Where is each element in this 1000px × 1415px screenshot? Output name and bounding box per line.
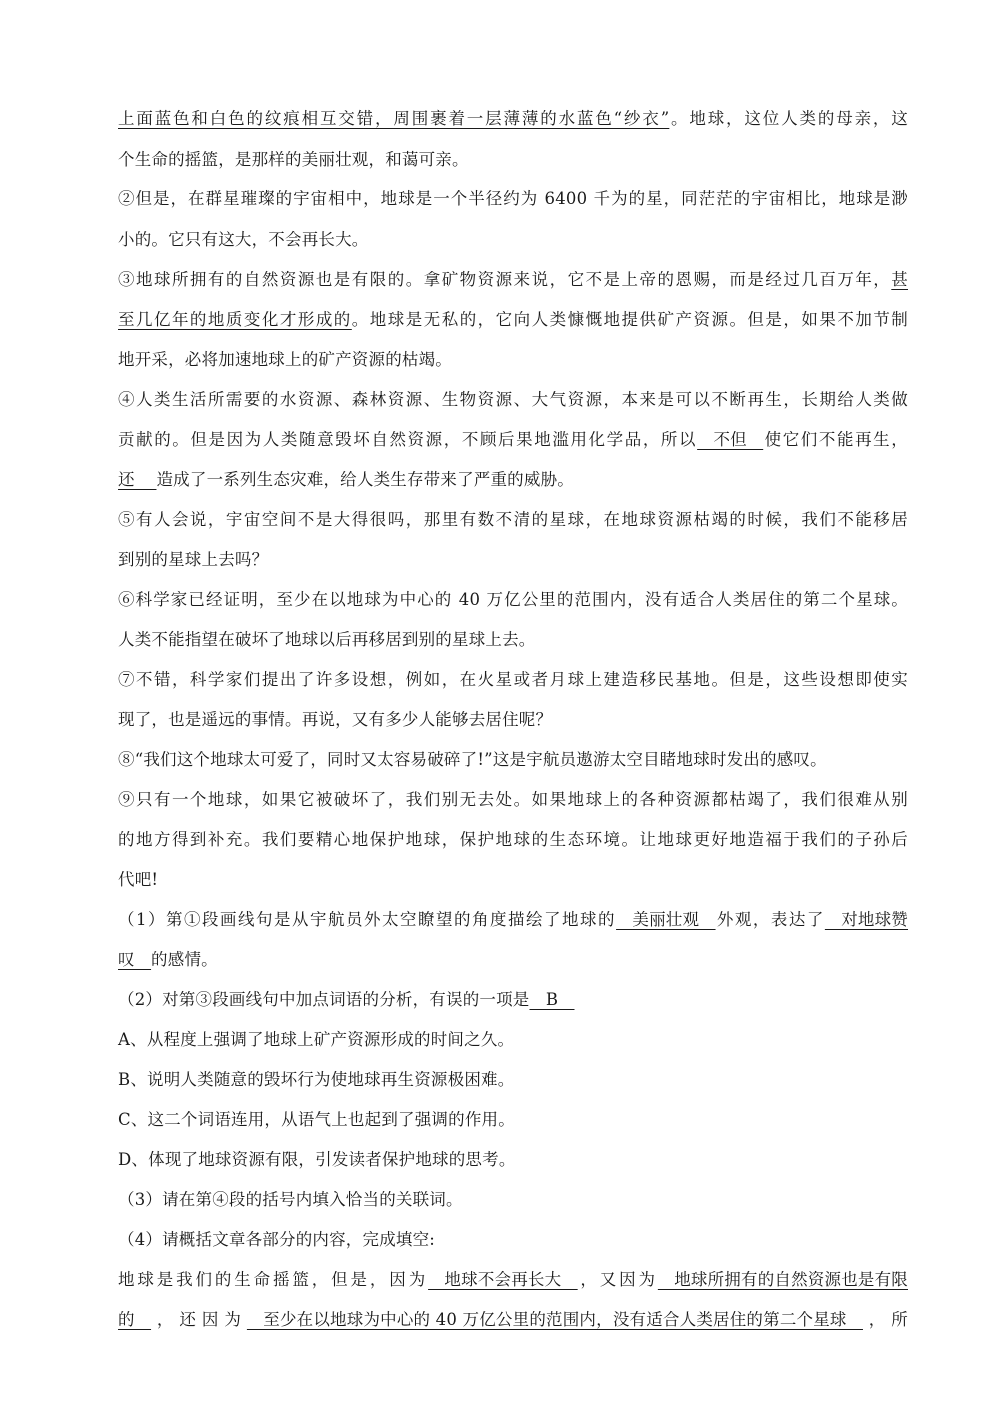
answer-blank: B — [529, 990, 575, 1009]
text-span: 贡献的。但是因为人类随意毁坏自然资源，不顾后果地滥用化学品，所以 — [118, 430, 698, 449]
paragraph-7-line: 现了，也是遥远的事情。再说，又有多少人能够去居住呢？ — [118, 710, 553, 729]
text-span: 地球是我们的生命摇篮，但是，因为 — [118, 1270, 429, 1289]
underlined-sentence: 至几亿年的地质变化才形成的 — [118, 310, 352, 329]
text-span: （2）对第③段画线句中加点词语的分析，有误的一项是 — [118, 990, 530, 1009]
text-span: 。地球是无私的，它向人类慷慨地提供矿产资源。但是，如果不加节制 — [351, 310, 908, 329]
answer-blank: 叹 — [118, 950, 152, 969]
passage-line — [118, 108, 908, 130]
paragraph-7-line: ⑦不错，科学家们提出了许多设想，例如，在火星或者月球上建造移民基地。但是，这些设想即使实 — [118, 670, 908, 689]
question-2-stem — [118, 989, 908, 1011]
paragraph-6-line: 人类不能指望在破坏了地球以后再移居到别的星球上去。 — [118, 630, 536, 649]
paragraph-6-line: ⑥科学家已经证明，至少在以地球为中心的 40 万亿公里的范围内，没有适合人类居住的第二个星球。 — [118, 590, 908, 609]
paragraph-5-line: ⑤有人会说，宇宙空间不是大得很吗，那里有数不清的星球，在地球资源枯竭的时候，我们不能移居 — [118, 510, 908, 529]
text-span: （1）第①段画线句是从宇航员外太空瞭望的角度描绘了地球的 — [118, 910, 617, 929]
text-span: ，所 — [862, 1310, 908, 1329]
text-span: 使它们不能再生， — [763, 430, 908, 449]
paragraph-2-line: ②但是，在群星璀璨的宇宙相中，地球是一个半径约为 6400 千为的星，同茫茫的宇宙相比，地球是渺 — [118, 189, 908, 208]
paragraph-3-line — [118, 309, 908, 331]
paragraph-9-line: ⑨只有一个地球，如果它被破坏了，我们别无去处。如果地球上的各种资源都枯竭了，我们很难从别 — [118, 790, 908, 809]
answer-blank: 还 — [118, 470, 157, 489]
paragraph-4-line: ④人类生活所需要的水资源、森林资源、生物资源、大气资源，本来是可以不断再生，长期给人类做 — [118, 390, 908, 409]
paragraph-9-line: 代吧! — [118, 870, 159, 889]
option-a: A、从程度上强调了地球上矿产资源形成的时间之久。 — [118, 1030, 515, 1049]
question-4-line — [118, 1309, 908, 1331]
option-b: B、说明人类随意的毁坏行为使地球再生资源极困难。 — [118, 1070, 515, 1089]
option-d: D、体现了地球资源有限，引发读者保护地球的思考。 — [118, 1150, 516, 1169]
text-span: ，还因为 — [151, 1310, 247, 1329]
paragraph-3-line: 地开采，必将加速地球上的矿产资源的枯竭。 — [118, 350, 452, 369]
answer-blank: 地球所拥有的自然资源也是有限 — [657, 1270, 908, 1289]
question-4-stem: （4）请概括文章各部分的内容，完成填空: — [118, 1230, 436, 1249]
paragraph-3-line — [118, 269, 908, 291]
passage-line: 个生命的摇篮，是那样的美丽壮观，和蔼可亲。 — [118, 150, 469, 169]
paragraph-8-line: ⑧“我们这个地球太可爱了，同时又太容易破碎了!”这是宇航员遨游太空目睹地球时发出的感叹。 — [118, 750, 827, 769]
question-1-line — [118, 949, 908, 971]
paragraph-4-line — [118, 469, 908, 491]
answer-blank: 对地球赞 — [824, 910, 909, 929]
paragraph-9-line: 的地方得到补充。我们要精心地保护地球，保护地球的生态环境。让地球更好地造福于我们的子孙后 — [118, 830, 908, 849]
answer-blank: 地球不会再长大 — [428, 1270, 578, 1289]
question-1-line — [118, 909, 908, 931]
option-c: C、这二个词语连用，从语气上也起到了强调的作用。 — [118, 1110, 515, 1129]
text-span: ，又因为 — [577, 1270, 658, 1289]
paragraph-2-line: 小的。它只有这大，不会再长大。 — [118, 230, 369, 249]
question-3-stem: （3）请在第④段的括号内填入恰当的关联词。 — [118, 1190, 463, 1209]
answer-blank: 的 — [118, 1310, 152, 1329]
underlined-sentence: 甚 — [891, 270, 908, 289]
text-span: 。地球，这位人类的母亲，这 — [669, 109, 908, 128]
text-span: 外观，表达了 — [715, 910, 825, 929]
text-span: ③地球所拥有的自然资源也是有限的。拿矿物资源来说，它不是上帝的恩赐，而是经过几百万年， — [118, 270, 892, 289]
underlined-sentence: 上面蓝色和白色的纹痕相互交错，周围裹着一层薄薄的水蓝色“纱衣” — [118, 109, 670, 128]
question-4-line — [118, 1269, 908, 1291]
paragraph-5-line: 到别的星球上去吗？ — [118, 550, 269, 569]
answer-blank: 不但 — [697, 430, 764, 449]
text-span: 造成了一系列生态灾难，给人类生存带来了严重的威胁。 — [156, 470, 574, 489]
paragraph-4-line — [118, 429, 908, 451]
text-span: 的感情。 — [151, 950, 218, 969]
answer-blank: 至少在以地球为中心的 40 万亿公里的范围内，没有适合人类居住的第二个星球 — [246, 1310, 863, 1329]
answer-blank: 美丽壮观 — [616, 910, 716, 929]
